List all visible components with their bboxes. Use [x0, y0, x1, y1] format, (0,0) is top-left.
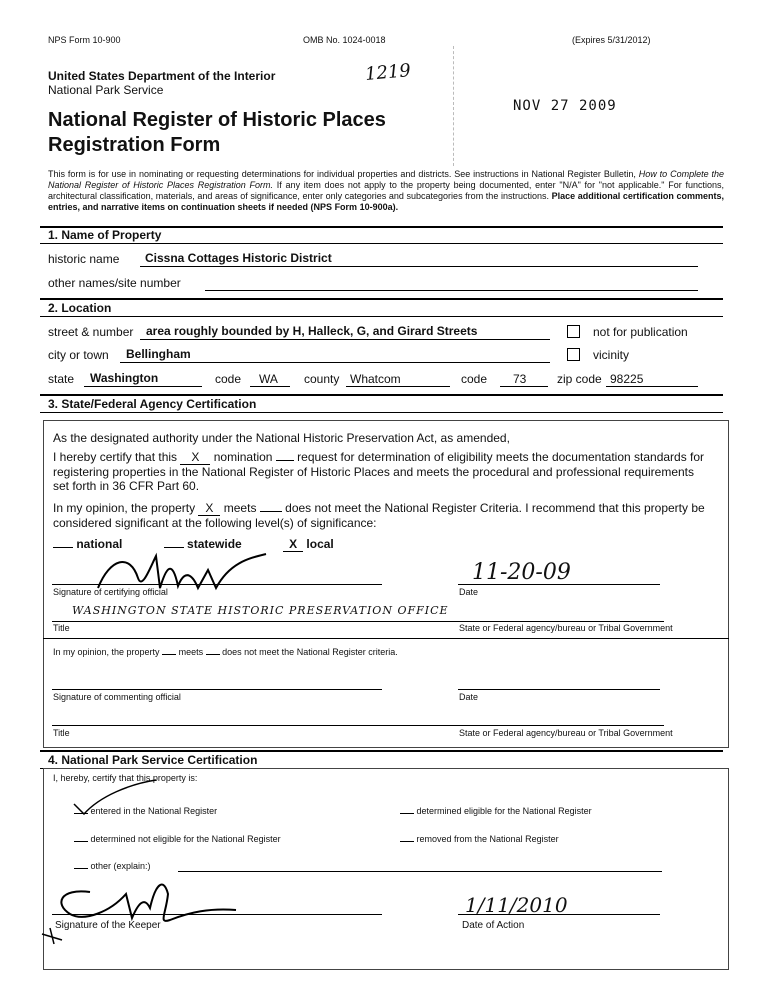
section-rule [40, 298, 723, 300]
comment-not-meet-mark[interactable] [206, 654, 220, 655]
field-underline [500, 386, 548, 387]
opinion-text-b: meets [223, 501, 257, 515]
vicinity-label: vicinity [593, 348, 630, 362]
certifying-title-handwritten: WASHINGTON STATE HISTORIC PRESERVATION OFFICE [72, 604, 449, 617]
agency-name: National Park Service [48, 83, 164, 97]
comment-meets-mark[interactable] [162, 654, 176, 655]
national-mark[interactable] [53, 547, 73, 548]
action-date-handwritten: 1/11/2010 [465, 893, 568, 917]
certify-text-b: nomination [213, 450, 273, 464]
field-underline [84, 386, 202, 387]
street-field[interactable]: area roughly bounded by H, Halleck, G, and Girard Streets [146, 324, 478, 338]
state-code-label: code [215, 372, 242, 386]
other-mark[interactable] [74, 868, 88, 869]
handwritten-reference-number: 1219 [364, 60, 412, 85]
determined-eligible-label: determined eligible for the National Register [416, 806, 592, 816]
certify-paragraph [53, 450, 713, 493]
does-not-meet-mark[interactable] [260, 511, 282, 512]
section-rule [40, 243, 723, 244]
determined-eligible-mark[interactable] [400, 813, 414, 814]
state-code-field[interactable]: WA [259, 372, 278, 386]
certifying-signature-label: Signature of certifying official [53, 587, 168, 597]
field-underline [205, 290, 698, 291]
omb-number: OMB No. 1024-0018 [303, 35, 386, 45]
date-line [458, 914, 660, 915]
entered-mark[interactable] [74, 813, 88, 814]
commenting-date-label: Date [459, 692, 479, 702]
city-field[interactable]: Bellingham [126, 347, 191, 361]
determined-eligible-option[interactable] [400, 806, 592, 816]
not-eligible-mark[interactable] [74, 841, 88, 842]
field-underline [606, 386, 698, 387]
certify-text-c: request for determination of eligibility meets the documentation standards for registering properties in the National Register of Historic Places and meets the procedural and professional requirements set forth in 36 CFR Part 60. [53, 450, 705, 493]
removed-option[interactable] [400, 834, 559, 844]
vicinity-checkbox[interactable] [567, 348, 580, 361]
certify-text-a: I hereby certify that this [53, 450, 178, 464]
date-line [458, 689, 660, 690]
request-mark[interactable] [276, 460, 294, 461]
signature-line [52, 914, 382, 915]
meets-mark[interactable]: X [198, 501, 220, 516]
form-title [48, 108, 386, 158]
other-explain-line [178, 871, 662, 872]
not-eligible-label: determined not eligible for the National Register [90, 834, 281, 844]
county-code-field[interactable]: 73 [513, 372, 527, 386]
state-field[interactable]: Washington [90, 371, 159, 385]
national-label: national [76, 537, 123, 551]
keeper-signature-label: Signature of the Keeper [55, 920, 161, 931]
entered-option[interactable] [74, 806, 217, 816]
title-line [52, 725, 664, 726]
certification-date-handwritten: 11-20-09 [472, 560, 571, 585]
field-underline [140, 266, 698, 267]
form-number: NPS Form 10-900 [48, 35, 121, 45]
keeper-signature [40, 874, 240, 946]
box-divider [43, 638, 729, 639]
field-underline [140, 339, 550, 340]
received-stamp-date: NOV 27 2009 [513, 98, 617, 114]
city-label: city or town [48, 348, 109, 362]
authority-statement: As the designated authority under the National Historic Preservation Act, as amended, [53, 431, 510, 445]
local-label: local [306, 537, 334, 551]
field-underline [120, 362, 550, 363]
intro-text-1: This form is for use in nominating or requesting determinations for individual properties and districts. See instructions in National Register Bulletin, [48, 169, 639, 179]
local-mark[interactable]: X [283, 537, 303, 552]
instructions-paragraph [48, 169, 724, 213]
signature-line [52, 689, 382, 690]
field-underline [250, 386, 290, 387]
not-for-publication-label: not for publication [593, 325, 688, 339]
nps-certify-line: I, hereby, certify that this property is: [53, 773, 198, 783]
street-label: street & number [48, 325, 134, 339]
section-1-heading: 1. Name of Property [48, 228, 162, 242]
other-label: other (explain:) [90, 861, 151, 871]
title-label: Title [53, 623, 70, 633]
other-names-label: other names/site number [48, 276, 181, 290]
historic-name-label: historic name [48, 252, 120, 266]
not-eligible-option[interactable] [74, 834, 281, 844]
certification-date-label: Date [459, 587, 479, 597]
department-block [48, 69, 275, 97]
removed-mark[interactable] [400, 841, 414, 842]
section-rule [40, 412, 723, 413]
county-label: county [304, 372, 340, 386]
section-rule [40, 394, 723, 396]
section-3-heading: 3. State/Federal Agency Certification [48, 397, 257, 411]
zip-label: zip code [557, 372, 602, 386]
historic-name-field[interactable]: Cissna Cottages Historic District [145, 251, 332, 265]
opinion-paragraph [53, 501, 713, 530]
field-underline [346, 386, 450, 387]
title-line [52, 621, 664, 622]
comment-text-b: meets [178, 647, 204, 657]
comment-text-c: does not meet the National Register criteria. [222, 647, 398, 657]
section-rule [40, 316, 723, 317]
agency-label: State or Federal agency/bureau or Tribal Government [459, 623, 673, 633]
stamp-border [453, 46, 454, 166]
county-field[interactable]: Whatcom [350, 372, 401, 386]
commenting-title-label: Title [53, 728, 70, 738]
not-for-publication-checkbox[interactable] [567, 325, 580, 338]
signature-line [52, 584, 382, 585]
section-2-heading: 2. Location [48, 301, 112, 315]
action-date-label: Date of Action [462, 920, 525, 931]
comment-text-a: In my opinion, the property [53, 647, 160, 657]
form-title-line1: National Register of Historic Places [48, 109, 386, 131]
form-title-line2: Registration Form [48, 134, 221, 156]
intro-bulletin-title: How to Complete the National Register of Historic Places Registration Form. [48, 169, 725, 190]
section-4-heading: 4. National Park Service Certification [48, 753, 258, 767]
entered-label: entered in the National Register [90, 806, 218, 816]
date-line [458, 584, 660, 585]
other-option[interactable] [74, 861, 151, 871]
state-label: state [48, 372, 75, 386]
department-name: United States Department of the Interior [48, 69, 276, 83]
opinion-text-c: does not meet the National Register Criteria. I recommend that this property be considered significant at the following level(s) of significance: [53, 501, 705, 530]
section-rule [40, 750, 723, 752]
statewide-label: statewide [187, 537, 242, 551]
intro-text-2: If any item does not apply to the property being documented, enter "N/A" for "not applicable." For functions, architectural classification, materials, and areas of significance, enter only categories and subcategories from the instructions. [48, 180, 725, 201]
removed-label: removed from the National Register [416, 834, 559, 844]
comment-opinion [53, 647, 398, 657]
expiration-date: (Expires 5/31/2012) [572, 35, 651, 45]
opinion-text-a: In my opinion, the property [53, 501, 196, 515]
county-code-label: code [461, 372, 488, 386]
nomination-mark[interactable]: X [180, 450, 210, 465]
commenting-agency-label: State or Federal agency/bureau or Tribal Government [459, 728, 673, 738]
zip-field[interactable]: 98225 [610, 372, 644, 386]
commenting-signature-label: Signature of commenting official [53, 692, 181, 702]
intro-bold-note: Place additional certification comments, entries, and narrative items on continuation sheets if needed (NPS Form 10-900a). [48, 191, 725, 212]
